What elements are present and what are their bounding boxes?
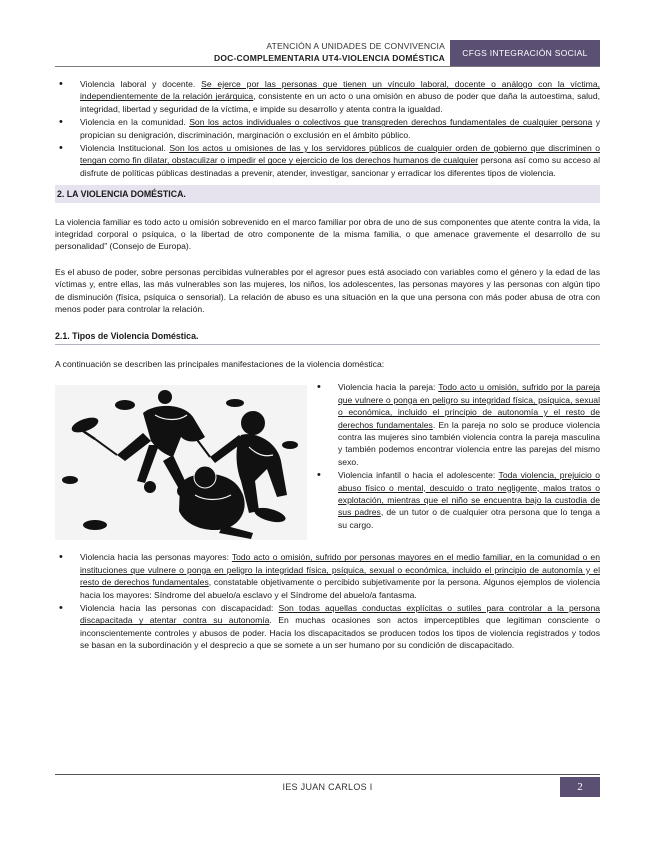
page-content <box>55 78 600 653</box>
bottom-bullet-list <box>55 551 600 651</box>
item-rest: , consistente en un acto o una omisión en abuso de poder que daña la autoestima, salud, integridad, libertad y seguridad de la víctima, e impide su desarrollo y atenta contra la igualdad. <box>80 91 601 114</box>
item-lead: Violencia hacia la pareja: <box>338 382 439 393</box>
item-definition: Toda violencia, prejuicio o abuso físico o mental, descuido o trato negligente, malos tratos o explotación, mientras que el niño se encuentra bajo la custodia de sus padres <box>338 470 600 518</box>
item-definition: Todo acto u omisión, sufrido por la pareja que vulnere o ponga en peligro su integridad física, psíquica, sexual o económica, incluido el principio de autonomía y el resto de derechos fundamentales <box>338 382 600 430</box>
header-line1: ATENCIÓN A UNIDADES DE CONVIVENCIA <box>266 41 445 51</box>
section-title: 2. LA VIOLENCIA DOMÉSTICA. <box>55 185 600 202</box>
item-definition: Son los actos u omisiones de las y los servidores públicos de cualquier orden de gobierno que discriminen o tengan como fin dilatar, obstaculizar o impedir el goce y ejercicio de los derechos humanos de cualquier <box>80 143 600 166</box>
list-item <box>55 78 600 115</box>
item-lead: Violencia en la comunidad. <box>80 117 190 128</box>
item-rest: , de un tutor o de cualquier otra persona que lo tenga a su cargo. <box>338 507 600 530</box>
list-item <box>313 381 600 468</box>
violence-illustration <box>55 385 307 540</box>
paragraph: La violencia familiar es todo acto u omisión sobrevenido en el marco familiar por obra de uno de sus componentes que atente contra la vida, la integridad corporal o psíquica, o la libertad de otro componente de la misma familia, o que amenace gravemente el desarrollo de su personalidad” (Consejo de Europa). <box>55 216 600 252</box>
list-item <box>55 602 600 652</box>
figure-side-text <box>313 381 600 532</box>
page-header <box>0 40 655 66</box>
item-rest: . En muchas ocasiones son actos imperceptibles que legitiman consciente o inconscientemente controles y abusos de poder. Hacia los discapacitados se producen todos los tipos de violencia registrados y todos se basan en la subordinación y el desprecio a que se somete a un ser humano por su condición de discapacitado. <box>80 615 600 651</box>
item-definition: Se ejerce por las personas que tienen un vínculo laboral, docente o análogo con la víctima, independientemente de la relación jerárquica <box>80 79 600 102</box>
item-definition: Son los actos individuales o colectivos que transgreden derechos fundamentales de cualquier persona <box>189 117 593 128</box>
header-line2: DOC-COMPLEMENTARIA UT4-VIOLENCIA DOMÉSTICA <box>214 53 445 63</box>
item-lead: Violencia Institucional. <box>80 143 170 154</box>
item-definition: Son todas aquellas conductas explícitas o sutiles para controlar a la persona discapacitada y atentar contra su autonomía <box>80 602 600 626</box>
item-definition: Todo acto o omisión, sufrido por personas mayores en el medio familiar, en la comunidad o en instituciones que vulnere o ponga en peligro la integridad física, psíquica, sexual o económica, incluido el principio de autonomía y el resto de derechos fundamentales <box>80 552 600 588</box>
intro-paragraph: A continuación se describen las principales manifestaciones de la violencia doméstica: <box>55 358 385 369</box>
list-item <box>55 142 600 179</box>
item-lead: Violencia hacia las personas con discapacidad: <box>80 602 279 613</box>
header-course-box: CFGS INTEGRACIÓN SOCIAL <box>450 40 600 67</box>
paragraph: Es el abuso de poder, sobre personas percibidas vulnerables por el agresor pues está asociado con variables como el género y la edad de las víctimas y, entre ellas, las más vulnerables son las mujeres, los niños, los adolescentes, las personas mayores y las personas con algún tipo de disminución (física, psíquica o sensorial). La relación de abuso es una situación en la que una persona con más poder abusa de otra con menos poder para controlar la relación. <box>55 266 600 315</box>
page-number: 2 <box>560 777 600 797</box>
item-lead: Violencia infantil o hacia el adolescente: <box>338 470 499 481</box>
list-item <box>55 551 600 601</box>
item-lead: Violencia laboral y docente. <box>80 79 202 89</box>
item-rest: , constatable objetivamente o percibido subjetivamente por la persona. Algunos ejemplos de violencia hacia los mayores: Síndrome del abuelo/a esclavo y el Síndrome del abuelo/a fantasma. <box>80 577 600 600</box>
item-rest: . En la pareja no solo se produce violencia contra las mujeres sino también violencia contra la pareja masculina y también podemos encontrar violencia entre las parejas del mismo sexo. <box>338 419 600 467</box>
list-item <box>55 116 600 141</box>
right-bullet-list <box>313 381 600 531</box>
header-titles <box>214 40 445 64</box>
item-rest: persona así como su acceso al disfrute de políticas públicas destinadas a prevenir, atender, investigar, sancionar y erradicar los diferentes tipos de violencia. <box>80 155 600 178</box>
figure-with-text <box>55 381 600 551</box>
footer-school-name: IES JUAN CARLOS I <box>282 782 373 792</box>
header-divider <box>55 66 600 67</box>
list-item <box>313 469 600 531</box>
subsection-title: 2.1. Tipos de Violencia Doméstica. <box>55 329 600 345</box>
item-lead: Violencia hacia las personas mayores: <box>80 552 232 563</box>
top-bullet-list <box>55 78 600 179</box>
item-rest: y propician su denigración, discriminación, marginación o exclusión en el ámbito público. <box>80 117 600 140</box>
footer-divider <box>55 774 600 775</box>
